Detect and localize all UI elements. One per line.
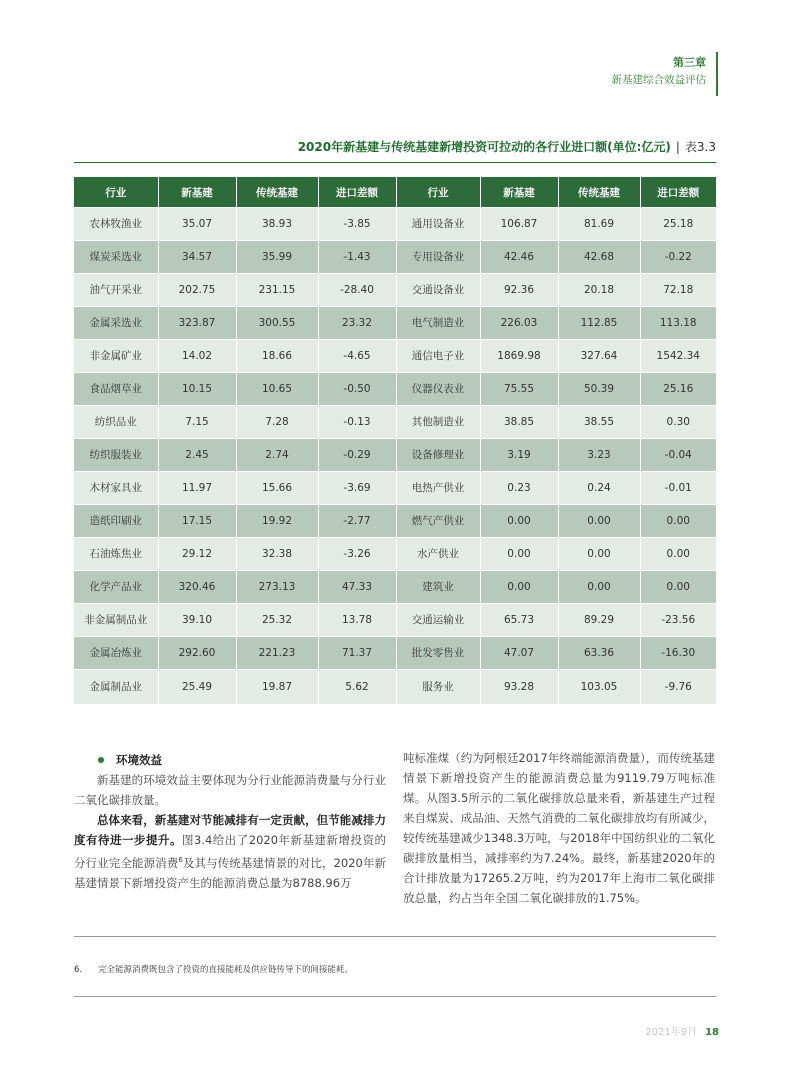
table-cell: 34.57 — [158, 241, 236, 274]
table-cell: -3.85 — [318, 208, 396, 241]
table-cell: -0.04 — [640, 439, 716, 472]
table-row — [74, 439, 716, 472]
table-cell: 0.30 — [640, 406, 716, 439]
table-cell: 323.87 — [158, 307, 236, 340]
table-cell: 63.36 — [558, 637, 640, 670]
table-row — [74, 406, 716, 439]
table-cell: 纺织服装业 — [74, 439, 158, 472]
table-row — [74, 472, 716, 505]
table-cell: -2.77 — [318, 505, 396, 538]
table-cell: 14.02 — [158, 340, 236, 373]
table-cell: 交通设备业 — [396, 274, 480, 307]
table-cell: 320.46 — [158, 571, 236, 604]
table-cell: 19.87 — [236, 670, 318, 705]
footnote-ref: 6 — [178, 856, 183, 864]
table-number: 表3.3 — [684, 140, 716, 154]
table-cell: 0.00 — [480, 505, 558, 538]
table-cell: 81.69 — [558, 208, 640, 241]
table-cell: 2.45 — [158, 439, 236, 472]
table-cell: 112.85 — [558, 307, 640, 340]
table-cell: 木材家具业 — [74, 472, 158, 505]
table-cell: 石油炼焦业 — [74, 538, 158, 571]
table-cell: 服务业 — [396, 670, 480, 705]
table-cell: 19.92 — [236, 505, 318, 538]
table-row — [74, 208, 716, 241]
table-cell: 电气制造业 — [396, 307, 480, 340]
table-cell: -23.56 — [640, 604, 716, 637]
body-paragraph-2 — [74, 810, 386, 893]
table-cell: 化学产品业 — [74, 571, 158, 604]
table-cell: 11.97 — [158, 472, 236, 505]
table-cell: 3.19 — [480, 439, 558, 472]
table-cell: 建筑业 — [396, 571, 480, 604]
column-header: 新基建 — [480, 177, 558, 208]
section-heading-text: 环境效益 — [116, 753, 162, 767]
chapter-number: 第三章 — [673, 56, 706, 69]
table-cell: -4.65 — [318, 340, 396, 373]
table-cell: 油气开采业 — [74, 274, 158, 307]
table-cell: 38.55 — [558, 406, 640, 439]
table-cell: 0.00 — [480, 571, 558, 604]
table-cell: 1869.98 — [480, 340, 558, 373]
table-cell: 38.85 — [480, 406, 558, 439]
table-cell: 89.29 — [558, 604, 640, 637]
table-cell: 煤炭采选业 — [74, 241, 158, 274]
table-cell: 燃气产供业 — [396, 505, 480, 538]
table-caption — [74, 138, 716, 156]
table-cell: 仪器仪表业 — [396, 373, 480, 406]
chapter-header — [612, 56, 707, 88]
table-cell: 71.37 — [318, 637, 396, 670]
table-cell: 通用设备业 — [396, 208, 480, 241]
table-cell: 0.00 — [558, 505, 640, 538]
table-cell: -0.13 — [318, 406, 396, 439]
table-cell: 食品烟草业 — [74, 373, 158, 406]
table-cell: 水产供业 — [396, 538, 480, 571]
table-cell: 金属采选业 — [74, 307, 158, 340]
table-row — [74, 538, 716, 571]
table-cell: 金属制品业 — [74, 670, 158, 705]
page-footer — [645, 1023, 719, 1038]
table-cell: 273.13 — [236, 571, 318, 604]
table-cell: 35.07 — [158, 208, 236, 241]
table-cell: 226.03 — [480, 307, 558, 340]
table-cell: 47.07 — [480, 637, 558, 670]
table-cell: 47.33 — [318, 571, 396, 604]
table-cell: -3.26 — [318, 538, 396, 571]
table-cell: 25.49 — [158, 670, 236, 705]
table-cell: 10.65 — [236, 373, 318, 406]
section-heading — [74, 750, 386, 770]
title-separator: | — [675, 140, 680, 154]
table-cell: 327.64 — [558, 340, 640, 373]
table-cell: 电热产供业 — [396, 472, 480, 505]
table-cell: 103.05 — [558, 670, 640, 705]
table-cell: 1542.34 — [640, 340, 716, 373]
column-header: 传统基建 — [236, 177, 318, 208]
table-cell: 42.46 — [480, 241, 558, 274]
table-cell: 29.12 — [158, 538, 236, 571]
table-cell: 32.38 — [236, 538, 318, 571]
table-cell: 23.32 — [318, 307, 396, 340]
table-cell: 13.78 — [318, 604, 396, 637]
chapter-title: 新基建综合效益评估 — [611, 74, 706, 86]
table-row — [74, 274, 716, 307]
table-cell: 7.28 — [236, 406, 318, 439]
table-cell: -16.30 — [640, 637, 716, 670]
table-cell: 93.28 — [480, 670, 558, 705]
table-row — [74, 307, 716, 340]
table-cell: 0.23 — [480, 472, 558, 505]
table-cell: 25.32 — [236, 604, 318, 637]
table-cell: 292.60 — [158, 637, 236, 670]
table-row — [74, 241, 716, 274]
table-cell: 221.23 — [236, 637, 318, 670]
table-cell: 0.24 — [558, 472, 640, 505]
table-row — [74, 505, 716, 538]
table-header-row — [74, 177, 716, 208]
table-cell: 38.93 — [236, 208, 318, 241]
table-cell: 10.15 — [158, 373, 236, 406]
column-header: 进口差额 — [318, 177, 396, 208]
table-row — [74, 637, 716, 670]
table-cell: 金属冶炼业 — [74, 637, 158, 670]
table-cell: 设备修理业 — [396, 439, 480, 472]
table-cell: 92.36 — [480, 274, 558, 307]
table-cell: 17.15 — [158, 505, 236, 538]
table-cell: -0.01 — [640, 472, 716, 505]
table-cell: 通信电子业 — [396, 340, 480, 373]
table-cell: 非金属制品业 — [74, 604, 158, 637]
table-cell: 25.18 — [640, 208, 716, 241]
table-cell: 2.74 — [236, 439, 318, 472]
table-cell: 0.00 — [558, 538, 640, 571]
table-cell: -0.50 — [318, 373, 396, 406]
paragraph-text-b: 及其与传统基建情景的对比，2020年新基建情景下新增投资产生的能源消费总量为8788.96万 — [74, 855, 387, 890]
table-cell: 18.66 — [236, 340, 318, 373]
table-cell: 专用设备业 — [396, 241, 480, 274]
table-cell: 15.66 — [236, 472, 318, 505]
body-paragraph-1: 新基建的环境效益主要体现为分行业能源消费量与分行业二氧化碳排放量。 — [74, 773, 386, 807]
footnote-rule — [74, 936, 716, 937]
table-cell: -3.69 — [318, 472, 396, 505]
table-cell: 75.55 — [480, 373, 558, 406]
table-cell: 5.62 — [318, 670, 396, 705]
table-row — [74, 340, 716, 373]
table-row — [74, 373, 716, 406]
paragraph-lead: 总体来看，新基建对节能减排有一定贡献，但节能减排力度有待进一步提升。 — [74, 813, 386, 847]
footer-rule — [74, 996, 716, 997]
table-cell: 0.00 — [480, 538, 558, 571]
table-row — [74, 670, 716, 705]
table-cell: 50.39 — [558, 373, 640, 406]
table-cell: 300.55 — [236, 307, 318, 340]
table-cell: 0.00 — [640, 571, 716, 604]
footer-date: 2021年9月 — [645, 1027, 698, 1038]
footnote — [74, 963, 353, 975]
table-cell: 39.10 — [158, 604, 236, 637]
table-cell: 造纸印刷业 — [74, 505, 158, 538]
column-header: 进口差额 — [640, 177, 716, 208]
table-cell: 35.99 — [236, 241, 318, 274]
table-cell: 25.16 — [640, 373, 716, 406]
paragraph-text-a: 图3.4给出了2020年新基建新增投资的分行业完全能源消费 — [74, 833, 387, 870]
table-row — [74, 604, 716, 637]
table-cell: -0.22 — [640, 241, 716, 274]
table-cell: -9.76 — [640, 670, 716, 705]
table-cell: 其他制造业 — [396, 406, 480, 439]
table-cell: 0.00 — [558, 571, 640, 604]
table-cell: 交通运输业 — [396, 604, 480, 637]
table-cell: 农林牧渔业 — [74, 208, 158, 241]
table-cell: 3.23 — [558, 439, 640, 472]
table-cell: 72.18 — [640, 274, 716, 307]
column-header: 行业 — [396, 177, 480, 208]
column-header: 新基建 — [158, 177, 236, 208]
table-title: 2020年新基建与传统基建新增投资可拉动的各行业进口额(单位:亿元) — [297, 140, 671, 154]
table-cell: 0.00 — [640, 538, 716, 571]
table-cell: 65.73 — [480, 604, 558, 637]
table-cell: -0.29 — [318, 439, 396, 472]
body-paragraph-3: 吨标准煤（约为阿根廷2017年终端能源消费量），而传统基建情景下新增投资产生的能源消费总量为9119.79万吨标准煤。从图3.5所示的二氧化碳排放总量来看，新基建生产过程来自煤炭、成品油、天然气消费的二氧化碳排放均有所减少，较传统基建减少1348.3万吨，与2018年中国纺织业的二氧化碳排放量相当，减排率约为7.24%。最终，新基建2020年的合计排放量为17265.2万吨，约为2017年上海市二氧化碳排放总量，约占当年全国二氧化碳排放的1.75%。 — [403, 751, 715, 905]
table-cell: -1.43 — [318, 241, 396, 274]
body-right-column — [403, 748, 715, 908]
table-cell: 7.15 — [158, 406, 236, 439]
bullet-icon — [98, 757, 104, 763]
table-cell: 202.75 — [158, 274, 236, 307]
table-cell: 20.18 — [558, 274, 640, 307]
table-cell: 231.15 — [236, 274, 318, 307]
footnote-text: 完全能源消费既包含了投资的直接能耗及供应链传导下的间接能耗。 — [98, 965, 354, 975]
footnote-number: 6. — [74, 965, 83, 975]
chapter-bar — [716, 52, 718, 96]
table-cell: 42.68 — [558, 241, 640, 274]
body-left-column — [74, 750, 386, 893]
table-row — [74, 571, 716, 604]
column-header: 行业 — [74, 177, 158, 208]
column-header: 传统基建 — [558, 177, 640, 208]
table-cell: 批发零售业 — [396, 637, 480, 670]
title-rule — [74, 162, 716, 163]
table-cell: 纺织品业 — [74, 406, 158, 439]
table-cell: 113.18 — [640, 307, 716, 340]
table-cell: 0.00 — [640, 505, 716, 538]
page-number: 18 — [705, 1027, 719, 1038]
imports-table — [74, 177, 716, 704]
table-cell: -28.40 — [318, 274, 396, 307]
table-cell: 非金属矿业 — [74, 340, 158, 373]
table-cell: 106.87 — [480, 208, 558, 241]
